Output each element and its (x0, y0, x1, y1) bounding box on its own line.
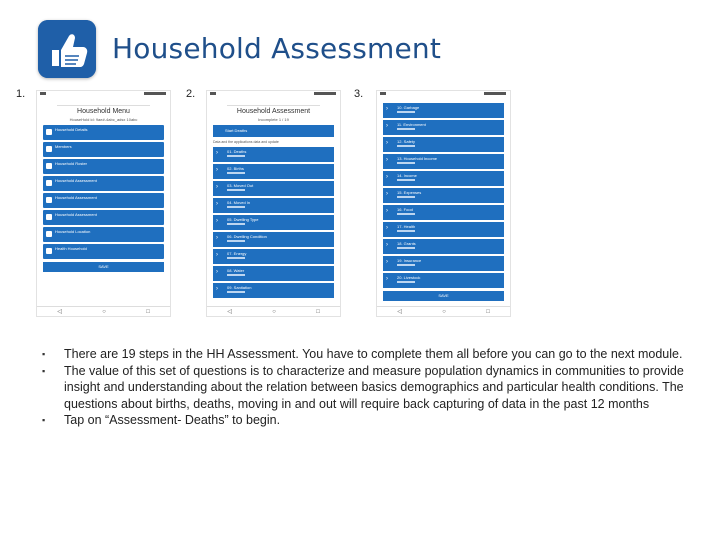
menu-icon (46, 197, 52, 203)
bullet-item: ▪ The value of this set of questions is to characterize and measure population dynamics in communities to provide insight and understanding about the relation between basics demographics and particular health conditions. The questions about births, deaths, moving in and out will require back capturing of data in the past 12 months (42, 363, 684, 411)
screen-subtitle: HouseHold id: 9ae#-4abc_adsx 10abc (69, 117, 138, 122)
page-title: Household Assessment (112, 32, 442, 65)
step-item[interactable]: › 02. Births (213, 164, 334, 179)
screenshot-number-1: 1. (16, 88, 26, 100)
phone-screenshot-household-menu (36, 90, 171, 317)
menu-icon (46, 146, 52, 152)
screenshot-number-3: 3. (354, 88, 364, 100)
bullet-item: ▪ There are 19 steps in the HH Assessment. You have to complete them all before you can go to the next module. (42, 347, 683, 361)
step-item[interactable]: › 06. Dwelling Condition (213, 232, 334, 247)
thumbs-up-icon (38, 20, 96, 78)
step-item[interactable]: › 09. Sanitation (213, 283, 334, 298)
step-item[interactable]: › 13. Household Income (383, 154, 504, 169)
step-item[interactable]: › 17. Health (383, 222, 504, 237)
android-nav-bar (377, 306, 510, 316)
phone-screenshot-assessment-steps (376, 90, 511, 317)
back-icon[interactable]: ◁ (397, 309, 402, 315)
screenshot-number-2: 2. (186, 88, 196, 100)
step-item[interactable]: › 03. Moved Out (213, 181, 334, 196)
menu-item-household-location[interactable]: Household Location (43, 227, 164, 242)
menu-icon (46, 248, 52, 254)
menu-icon (46, 129, 52, 135)
app-logo (38, 20, 96, 78)
save-button[interactable]: SAVE (43, 262, 164, 272)
recents-icon[interactable]: □ (486, 308, 490, 315)
back-icon[interactable]: ◁ (227, 309, 232, 315)
home-icon[interactable]: ○ (102, 308, 106, 315)
menu-item-household-roster[interactable]: Household Roster (43, 159, 164, 174)
menu-item-household-details[interactable]: Household Details (43, 125, 164, 140)
menu-icon (46, 231, 52, 237)
menu-item-household-assessment[interactable]: Household Assessment (43, 176, 164, 191)
step-item[interactable]: › 05. Dwelling Type (213, 215, 334, 230)
menu-item-health-household[interactable]: Health Household (43, 244, 164, 259)
android-nav-bar (37, 306, 170, 316)
step-item[interactable]: › 08. Water (213, 266, 334, 281)
menu-item-members[interactable]: Members (43, 142, 164, 157)
step-item[interactable]: › 18. Grants (383, 239, 504, 254)
step-item[interactable]: › 14. Income (383, 171, 504, 186)
home-icon[interactable]: ○ (272, 308, 276, 315)
recents-icon[interactable]: □ (316, 308, 320, 315)
step-item[interactable]: › 19. Insurance (383, 256, 504, 271)
android-nav-bar (207, 306, 340, 316)
step-item[interactable]: › 01. Deaths (213, 147, 334, 162)
bullet-icon: ▪ (42, 365, 46, 376)
step-item[interactable]: › 04. Moved In (213, 198, 334, 213)
bullet-item: ▪ Tap on “Assessment- Deaths” to begin. (42, 413, 281, 427)
phone-screenshot-household-assessment (206, 90, 341, 317)
instruction-list (40, 346, 690, 429)
bullet-icon: ▪ (42, 415, 46, 425)
start-deaths-button[interactable]: Start Deaths (213, 125, 334, 137)
step-item[interactable]: › 07. Energy (213, 249, 334, 264)
step-item[interactable]: › 15. Expenses (383, 188, 504, 203)
step-item[interactable]: › 11. Environment (383, 120, 504, 135)
bullet-icon: ▪ (42, 349, 46, 359)
menu-icon (46, 163, 52, 169)
home-icon[interactable]: ○ (442, 308, 446, 315)
menu-item-household-assessment-3[interactable]: Household Assessment (43, 210, 164, 225)
step-item[interactable]: › 12. Safety (383, 137, 504, 152)
menu-item-household-assessment-2[interactable]: Household Assessment (43, 193, 164, 208)
screen-subtitle: Incomplete 1 / 19 (258, 117, 289, 122)
step-item[interactable]: › 20. Livestock (383, 273, 504, 288)
step-item[interactable]: › 16. Food (383, 205, 504, 220)
recents-icon[interactable]: □ (146, 308, 150, 315)
save-button[interactable]: SAVE (383, 291, 504, 301)
menu-icon (46, 214, 52, 220)
step-item[interactable]: › 10. Garbage (383, 103, 504, 118)
screen-title: Household Menu (77, 108, 130, 115)
back-icon[interactable]: ◁ (57, 309, 62, 315)
description-text: Data and the applications data and update (213, 140, 279, 144)
menu-icon (46, 180, 52, 186)
screen-title: Household Assessment (236, 108, 311, 115)
